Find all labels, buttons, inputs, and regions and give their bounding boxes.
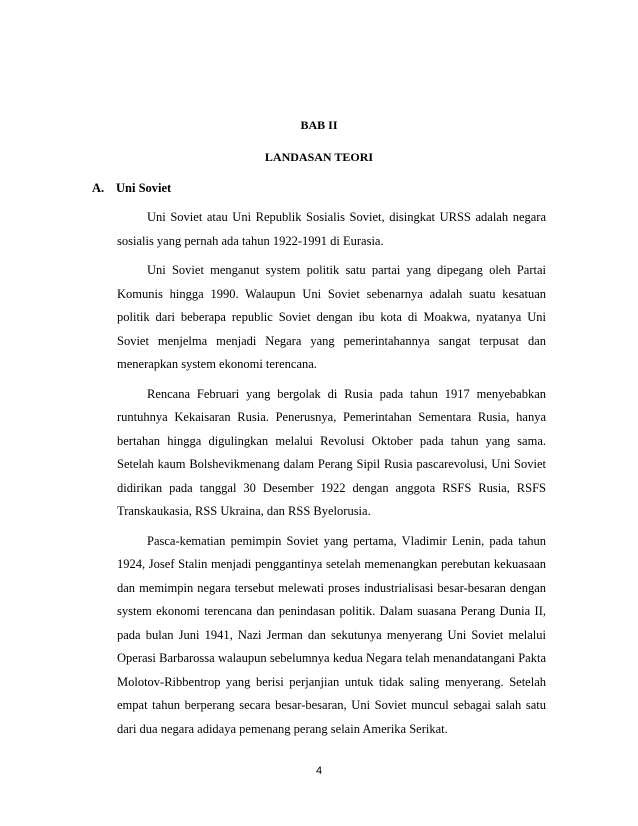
paragraph-3: Rencana Februari yang bergolak di Rusia pada tahun 1917 menyebabkan runtuhnya Kekaisaran Rusia. Penerusnya, Pemerintahan Sementara Rusia, hanya bertahan hingga digulingkan melalui Revolusi Oktober pada tahun yang sama. Setelah kaum Bolshevikmenang dalam Perang Sipil Rusia pascarevolusi, Uni Soviet didirikan pada tanggal 30 Desember 1922 dengan anggota RSFS Rusia, RSFS Transkaukasia, RSS Ukraina, dan RSS Byelorusia. <box>117 386 546 518</box>
section-heading <box>92 181 171 196</box>
section-letter: A. <box>92 181 105 195</box>
chapter-number: BAB II <box>300 118 338 132</box>
chapter-title: LANDASAN TEORI <box>264 150 374 164</box>
paragraph-4: Pasca-kematian pemimpin Soviet yang pertama, Vladimir Lenin, pada tahun 1924, Josef Stalin menjadi penggantinya setelah memenangkan perebutan kekuasaan dan memimpin negara tersebut melewati proses industrialisasi besar-besaran dengan system ekonomi terencana dan penindasan politik. Dalam suasana Perang Dunia II, pada bulan Juni 1941, Nazi Jerman dan sekutunya menyerang Uni Soviet melalui Operasi Barbarossa walaupun sebelumnya kedua Negara telah menandatangani Pakta Molotov-Ribbentrop yang berisi perjanjian untuk tidak saling menyerang. Setelah empat tahun berperang secara besar-besaran, Uni Soviet muncul sebagai salah satu dari dua negara adidaya pemenang perang selain Amerika Serikat. <box>117 533 546 736</box>
page-number: 4 <box>315 765 323 777</box>
section-title: Uni Soviet <box>116 181 172 195</box>
paragraph-2: Uni Soviet menganut system politik satu partai yang dipegang oleh Partai Komunis hingga 1990. Walaupun Uni Soviet sebenarnya adalah suatu kesatuan politik dari beberapa republic Soviet dengan ibu kota di Moakwa, nyatanya Uni Soviet menjelma menjadi Negara yang pemerintahannya sangat terpusat dan menerapkan system ekonomi terencana. <box>117 263 546 371</box>
paragraph-1: Uni Soviet atau Uni Republik Sosialis Soviet, disingkat URSS adalah negara sosialis yang pernah ada tahun 1922-1991 di Eurasia. <box>117 210 546 248</box>
body-text <box>117 206 546 747</box>
